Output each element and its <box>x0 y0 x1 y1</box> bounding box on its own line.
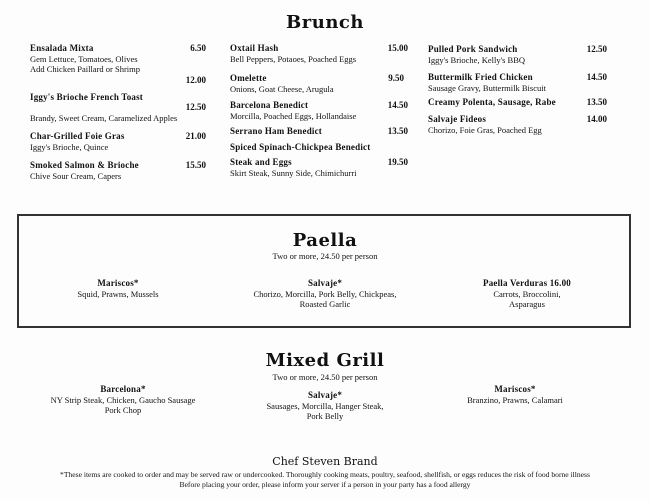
item-desc: Iggy's Brioche, Kelly's BBQ <box>428 55 526 65</box>
grill-item <box>410 384 620 405</box>
item-price: 12.00 <box>185 75 206 85</box>
item-desc: Chorizo, Foie Gras, Poached Egg <box>428 125 542 135</box>
allergy-notice: *These items are cooked to order and may be served raw or undercooked. Thoroughly cooking meats, poultry, seafood, shellfish, or eggs reduces the risk of food borne illness <box>60 470 590 479</box>
paella-item <box>220 278 430 310</box>
item-name: Steak and Eggs <box>230 157 292 167</box>
item-desc: Skirt Steak, Sunny Side, Chimichurri <box>230 168 357 178</box>
paella-item <box>13 278 223 299</box>
item-name: Paella Verduras 16.00 <box>483 278 571 288</box>
allergy-notice: Before placing your order, please inform your server if a person in your party has a food allergy <box>179 480 471 489</box>
item-name: Barcelona Benedict <box>230 100 309 110</box>
chef-name: Chef Steven Brand <box>272 455 378 468</box>
item-name: Pulled Pork Sandwich <box>428 44 518 54</box>
item-price: 12.50 <box>586 44 607 54</box>
item-price: 6.50 <box>190 43 206 53</box>
item-desc: Brandy, Sweet Cream, Caramelized Apples <box>30 113 178 123</box>
item-price: 21.00 <box>185 131 206 141</box>
item-price: 14.50 <box>387 100 408 110</box>
item-name: Iggy's Brioche French Toast <box>30 92 143 102</box>
item-desc: Onions, Goat Cheese, Arugula <box>230 84 334 94</box>
item-price: 14.00 <box>586 114 607 124</box>
item-price: 15.50 <box>185 160 206 170</box>
item-name: Salvaje Fideos <box>428 114 487 124</box>
item-name: Char-Grilled Foie Gras <box>30 131 125 141</box>
paella-item <box>422 278 632 310</box>
grill-item <box>18 384 228 416</box>
item-price: 9.50 <box>388 73 404 83</box>
item-desc: Add Chicken Paillard or Shrimp <box>30 64 141 74</box>
item-name: Omelette <box>230 73 267 83</box>
item-desc: Asparagus <box>509 299 545 309</box>
grill-item <box>220 390 430 422</box>
item-name: Serrano Ham Benedict <box>230 126 322 136</box>
item-desc: Branzino, Prawns, Calamari <box>467 394 563 405</box>
item-name: Smoked Salmon & Brioche <box>30 160 139 170</box>
item-price: 14.50 <box>586 72 607 82</box>
item-desc: Bell Peppers, Potaoes, Poached Eggs <box>230 54 357 64</box>
item-desc: Chorizo, Morcilla, Pork Belly, Chickpeas, <box>253 288 397 299</box>
item-desc: Chive Sour Cream, Capers <box>30 171 122 181</box>
item-price: 19.50 <box>387 157 408 167</box>
item-price: 13.50 <box>387 126 408 136</box>
item-desc: Squid, Prawns, Mussels <box>77 288 159 299</box>
item-name: Barcelona* <box>100 384 146 394</box>
item-desc: Pork Belly <box>306 411 344 421</box>
item-price: 15.00 <box>387 43 408 53</box>
item-desc: Roasted Garlic <box>299 299 351 309</box>
item-price: 13.50 <box>586 97 607 107</box>
paella-subtitle: Two or more, 24.50 per person <box>272 251 378 261</box>
item-name: Creamy Polenta, Sausage, Rabe <box>428 97 556 107</box>
item-name: Spiced Spinach-Chickpea Benedict <box>230 142 371 152</box>
item-name: Ensalada Mixta <box>30 43 94 53</box>
item-name: Mariscos* <box>97 278 139 288</box>
item-desc: NY Strip Steak, Chicken, Gaucho Sausage <box>50 394 196 405</box>
mixed-grill-subtitle: Two or more, 24.50 per person <box>272 372 378 382</box>
item-name: Oxtail Hash <box>230 43 279 53</box>
mixed-grill-title: Mixed Grill <box>265 350 385 371</box>
item-name: Mariscos* <box>494 384 536 394</box>
item-name: Buttermilk Fried Chicken <box>428 72 533 82</box>
item-desc: Pork Chop <box>104 405 142 415</box>
item-desc: Morcilla, Poached Eggs, Hollandaise <box>230 111 357 121</box>
brunch-title: Brunch <box>286 12 364 33</box>
item-desc: Iggy's Brioche, Quince <box>30 142 109 152</box>
paella-title: Paella <box>292 230 358 251</box>
item-desc: Sausage Gravy, Buttermilk Biscuit <box>428 83 546 93</box>
item-desc: Carrots, Broccolini, <box>493 288 561 299</box>
item-desc: Gem Lettuce, Tomatoes, Olives <box>30 54 138 64</box>
item-name: Salvaje* <box>307 390 343 400</box>
item-name: Salvaje* <box>307 278 343 288</box>
item-price: 12.50 <box>185 102 206 112</box>
item-desc: Sausages, Morcilla, Hanger Steak, <box>266 400 384 411</box>
